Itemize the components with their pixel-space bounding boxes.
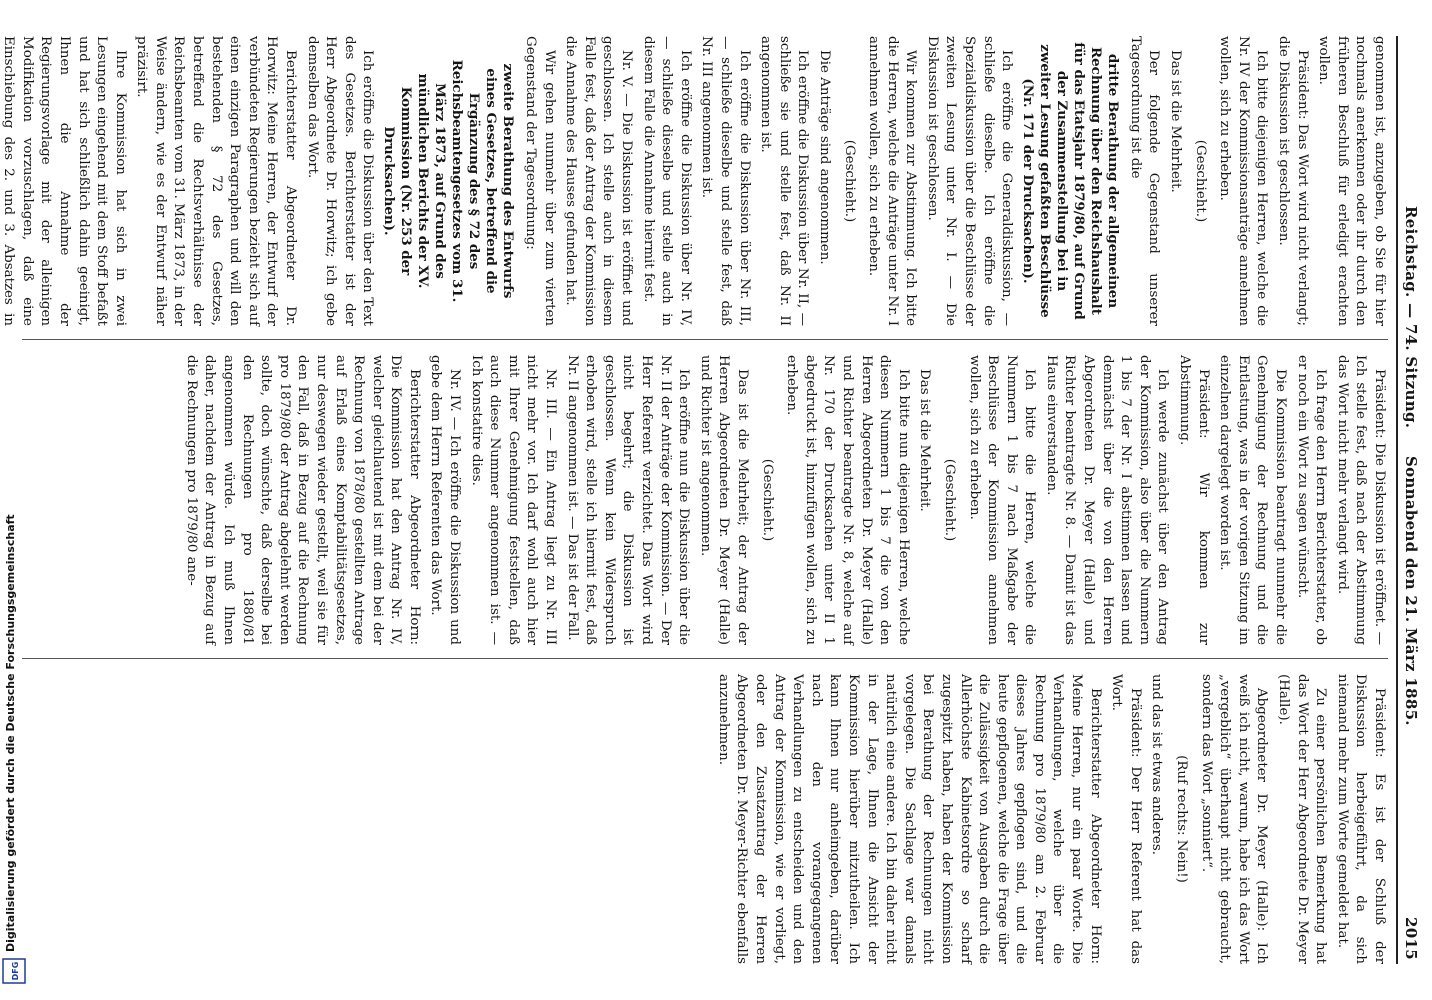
header-left: Reichstag. — 74. Sitzung. [1402,206,1420,429]
watermark-text: Digitalisierung gefördert durch die Deutsche Forschungsgemeinschaft [4,514,17,952]
interjection: (Geschieht.) [841,139,857,223]
paragraph: Ich eröffne die Diskussion über den Text des Gesetzes. Berichterstatter ist der Herr Abgeordnete Dr. Horwitz; ich gebe demselben das Wort. [304,36,376,326]
paragraph: Die Kommission beantragt nunmehr die Genehmigung der Rechnung und die Entlastung, was in der vorigen Sitzung im einzelnen dargelegt worden ist. [1217,355,1289,645]
paragraph: Ich bitte die Herren, welche die Nummern 1 bis 7 nach Maßgabe der Beschlüsse der Kommission annehmen wollen, sich zu erheben. [966,355,1038,645]
text-column-1 [1,36,1388,326]
paragraph: Ich werde zunächst über den Antrag der Kommission, also über die Nummern 1 bis 7 der Nr. I abstimmen lassen und demnächst über die von den Herren Abgeordneten Dr. Meyer (Halle) und Richter beantragte Nr. 8. — Damit ist das Haus einverstanden. [1043,355,1171,645]
agenda-item: dritte Berathung der allgemeinen Rechnung über den Reichshaushalt für das Etatsjahr 1879/80, auf Grund der Zusammenstellung bei in zweiter Lesung gefaßten Beschlüsse (Nr. 171 der Drucksachen). [1020,42,1122,320]
paragraph: Das ist die Mehrheit; der Antrag der Herren Abgeordneten Dr. Meyer (Halle) und Richter ist angenommen. [697,355,750,645]
paragraph: Ich eröffne die Diskussion über Nr. IV, — schließe dieselbe und stelle auch in diesem Falle die Annahme hiermit fest. [640,36,693,326]
paragraph: Präsident: Das Wort wird nicht verlangt; die Diskussion ist geschlossen. [1276,36,1310,326]
paragraph: Berichterstatter Abgeordneter Horn: Die Kommission hat den Antrag Nr. IV, welcher gleichlautend ist mit dem bei der Rechnung von 1878/80 gestellten Antrage auf Erlaß eines Komptabilitätsgesetzes, nur deswegen wieder gestellt, weil sie für den Fall, daß in Bezug auf die Rechnung pro 1879/80 der Antrag abgelehnt werden sollte, doch wünschte, daß derselbe bei den Rechnungen pro 1880/81 angenommen würde. Ich muß Ihnen daher, nachdem der Antrag in Bezug auf die Rechnungen pro 1879/80 ane- [183,355,422,645]
paragraph: Ich frage den Herrn Berichterstatter, ob er noch ein Wort zu sagen wünscht. [1294,355,1329,645]
paragraph: Ich eröffne nun die Diskussion über die Nr. II der Anträge der Kommission. — Der Herr Referent verzichtet. Das Wort wird nicht begehrt; die Diskussion ist geschlossen. Wenn kein Widerspruch erhoben wird, stelle ich hiermit fest, daß Nr. II angenommen ist. — Das ist der Fall. [564,355,692,645]
paragraph: Nr. IV. — Ich eröffne die Diskussion und gebe dem Herrn Referenten das Wort. [428,355,463,645]
page-number: 2015 [1402,917,1420,960]
column-rule [22,658,1388,659]
dfg-logo-text: DFG [11,961,20,981]
column-rule [22,339,1388,340]
paragraph: Ich eröffne die Generaldiskussion, — schließe dieselbe. Ich eröffne die Spezialdiskussion über die Beschlüsse der zweiten Lesung unter Nr. I. — Die Diskussion ist geschlossen. [924,36,1015,326]
paragraph: Ich bitte nun diejenigen Herren, welche diesen Nummern 1 bis 7 die von den Herren Abgeordneten Dr. Meyer (Halle) und Richter beantragte Nr. 8, welche auf Nr. 170 der Drucksachen unter II 1 abgedruckt ist, hinzufügen wollen, sich zu erheben. [784,355,911,645]
header-rule [1396,36,1398,964]
paragraph: Nr. V. — Die Diskussion ist eröffnet und geschlossen. Ich stelle auch in diesem Falle fest, daß der Antrag der Kommission die Annahme des Hauses gefunden hat. [563,36,634,326]
paragraph: Nr. III. — Ein Antrag liegt zu Nr. III nicht mehr vor. Ich darf wohl auch hier mit Ihrer Genehmigung feststellen, daß auch diese Nummer angenommen ist. — Ich konstatire dies. [468,355,559,645]
paragraph: Präsident: Es ist der Schluß der Diskussion herbeigeführt, da sich niemand mehr zum Worte gemeldet hat. [1334,674,1387,964]
paragraph: Abgeordneter Dr. Meyer (Halle): Ich weiß ich nicht, warum, habe ich das Wort „vergeblich“ überhaupt nicht gebraucht, sondern das Wort „sonniert“. [1198,674,1270,964]
paragraph: Die Anträge sind angenommen. [816,50,832,265]
dfg-logo [2,958,26,984]
paragraph: Präsident: Wir kommen zur Abstimmung. [1177,355,1211,645]
paragraph: Ihre Kommission hat sich in zwei Lesungen eingehend mit dem Stoff befaßt und hat sich schließlich dahin geeinigt, Ihnen die Annahme der Regierungsvorlage mit der alleinigen Modifikation vorzuschlagen, daß eine Einschiebung des 2. und 3. Absatzes in [1,36,128,326]
paragraph: Zu einer persönlichen Bemerkung hat das Wort der Herr Abgeordnete Dr. Meyer (Halle). [1276,674,1329,964]
interjection: (Ruf rechts: Nein!) [1174,755,1190,883]
paragraph: Präsident: Der Herr Referent hat das Wort. [1109,674,1143,964]
watermark-strip [0,0,22,955]
paragraph: Wir kommen zur Abstimmung. Ich bitte die Herren, welche die Anträge unter Nr. I annehmen wollen, sich zu erheben. [866,36,919,326]
paragraph: Ich eröffne die Diskussion über Nr. II, — schließe sie und stelle fest, daß Nr. II angenommen ist. [758,36,811,326]
paragraph: Berichterstatter Abgeordneter Horn: Meine Herren, nur ein paar Worte. Die Verhandlungen, welche über die Rechnung pro 1879/80 am 2. Februar dieses Jahres gepflogen sind, und die heute gepflogenen, welche die Frage über die Zulässigkeit von Ausgaben durch die Allerhöchste Kabinetsordre so scharf zugespitzt haben, haben der Kommission bei Berathung der Rechnungen nicht vorgelegen. Die Sachlage war damals natürlich eine andere. Ich bin daher nicht in der Lage, Ihnen die Ansicht der Kommission hierüber mitzutheilen. Ich kann Ihnen nur anheimgeben, darüber nach den vorangegangenen Verhandlungen zu entscheiden und den Antrag der Kommission, wie er vorliegt, oder den Zusatzantrag der Herren Abgeordneten Dr. Meyer-Richter ebenfalls anzunehmen. [715,674,1103,964]
interjection: (Geschieht.) [941,458,957,542]
paragraph: Berichterstatter Abgeordneter Dr. Horwitz: Meine Herren, der Entwurf der verbündeten Regierungen bezieht sich auf einen einzigen Paragraphen und will den bestehenden § 72 des Gesetzes, betreffend die Rechtsverhältnisse der Reichsbeamten vom 31. März 1873, in der Weise ändern, wie es der Entwurf näher präzisirt. [134,36,299,326]
interjection: (Geschieht.) [759,458,775,542]
paragraph: Ich bitte diejenigen Herren, welche die Nr. IV der Kommissionsanträge annehmen wollen, sich zu erheben. [1217,36,1270,326]
header-center: Sonnabend den 21. März 1885. [1402,456,1420,726]
paragraph: Das ist die Mehrheit. [917,369,933,512]
paragraph: Wir gehen nunmehr über zum vierten Gegenstand der Tagesordnung: [523,36,557,326]
agenda-item: zweite Berathung des Entwurfs eines Gesetzes, betreffend die Ergänzung des § 72 des Reichsbeamtengesetzes vom 31. März 1873, auf Grund des mündlichen Berichts der XV. Kommission (Nr. 253 der Drucksachen). [381,59,517,303]
running-header [1396,36,1422,964]
text-column-3 [18,674,1388,964]
paragraph: Ich eröffne die Diskussion über Nr. III, — schließe dieselbe und stelle fest, daß Nr. III angenommen ist. [699,36,752,326]
paragraph: Präsident: Die Diskussion ist eröffnet. — Ich stelle fest, daß nach der Abstimmung das Wort nicht mehr verlangt wird. [1334,355,1387,645]
paragraph: und das ist etwas anderes. [1149,674,1165,855]
paragraph: Der folgende Gegenstand unserer Tagesordnung ist die [1127,36,1162,326]
paragraph: genommen ist, anzugeben, ob Sie für hier nochmals anerkennen oder ihr durch den früheren Beschluß für erledigt erachten wollen. [1316,36,1387,326]
text-column-2 [18,355,1388,645]
paragraph: Das ist die Mehrheit. [1168,50,1184,193]
interjection: (Geschieht.) [1192,139,1208,223]
